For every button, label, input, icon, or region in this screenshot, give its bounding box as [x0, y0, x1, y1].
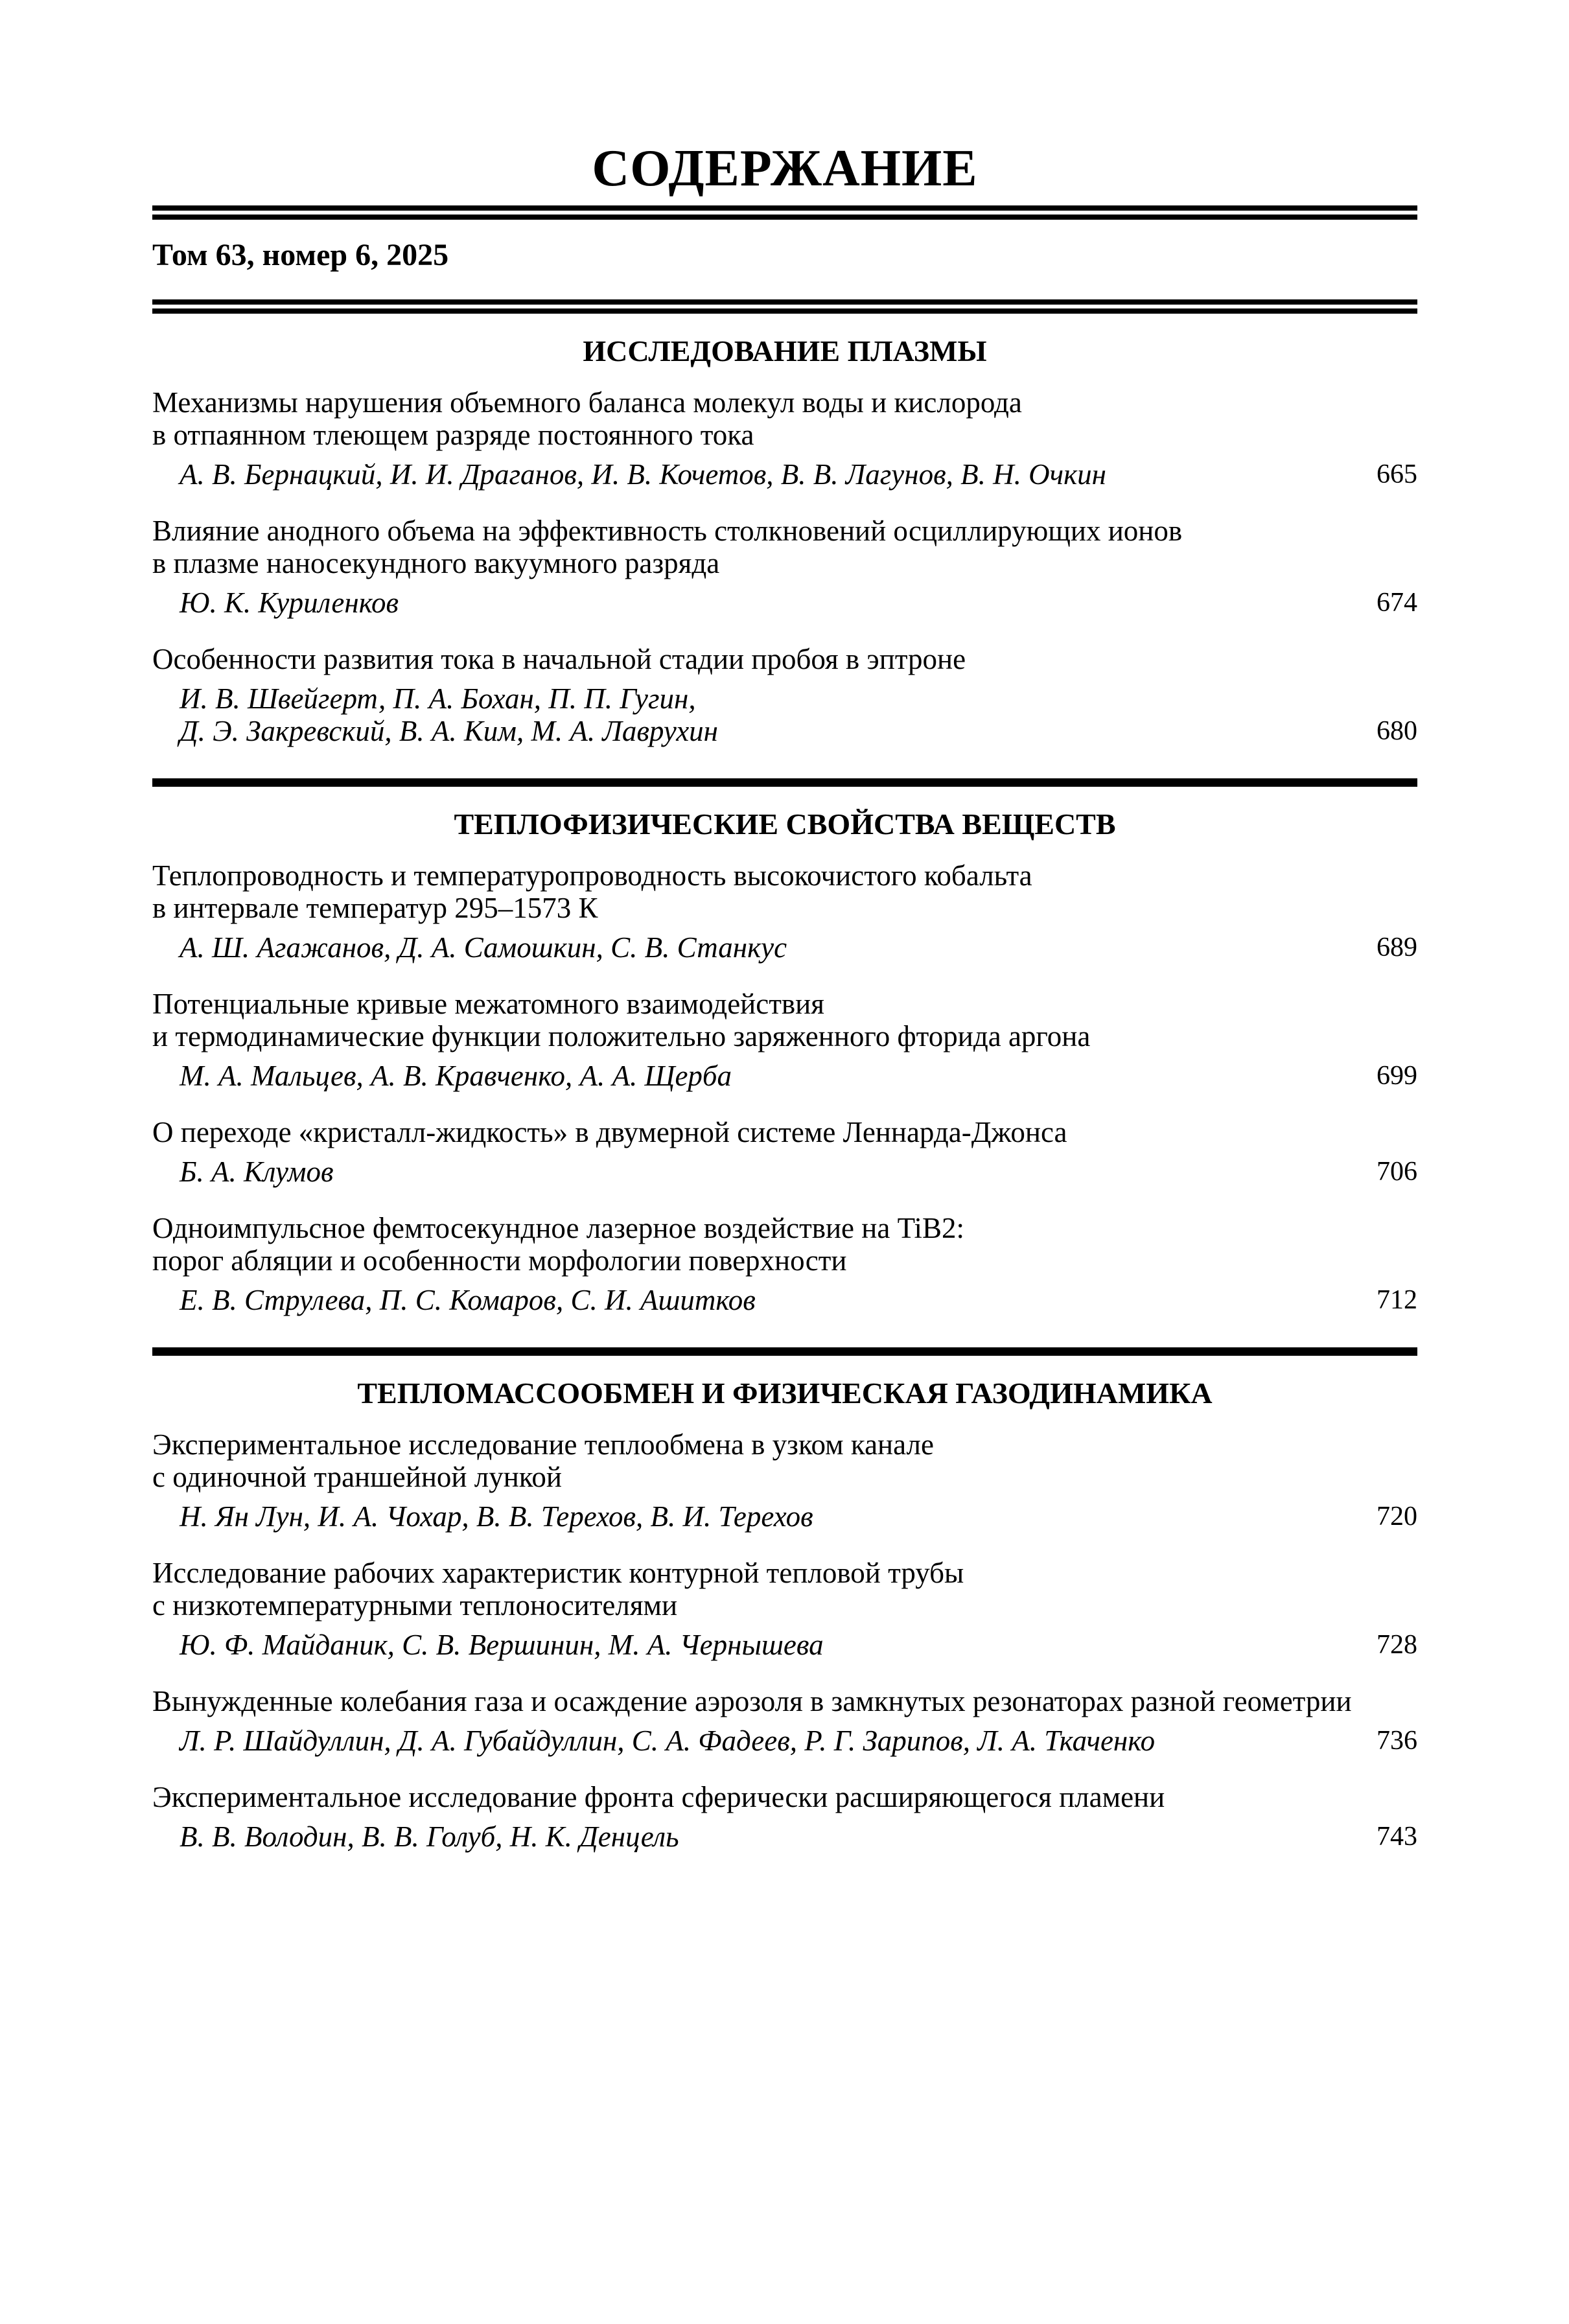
article-authors-line: Д. Э. Закревский, В. А. Ким, М. А. Лаврухин	[180, 715, 719, 747]
article-page-number: 674	[1377, 588, 1417, 618]
section-heading: ИССЛЕДОВАНИЕ ПЛАЗМЫ	[583, 334, 987, 367]
article-authors-line: Л. Р. Шайдуллин, Д. А. Губайдуллин, С. А. Фадеев, Р. Г. Зарипов, Л. А. Ткаченко	[180, 1725, 1156, 1757]
article-authors-line: Б. А. Клумов	[180, 1156, 334, 1188]
article-authors	[152, 458, 1106, 491]
article-page-number: 743	[1377, 1822, 1417, 1852]
article-authors-row	[152, 1156, 1417, 1188]
article-title	[152, 386, 1417, 451]
article-page-number: 706	[1377, 1157, 1417, 1187]
article-authors-line: Ю. К. Куриленков	[180, 587, 399, 619]
article-authors	[152, 1629, 824, 1661]
article-authors-line: Н. Ян Лун, И. А. Чохар, В. В. Терехов, В. И. Терехов	[180, 1500, 813, 1533]
toc-page	[0, 140, 1569, 2324]
toc-entry	[152, 859, 1417, 964]
article-authors-row	[152, 1629, 1417, 1661]
article-page-number: 689	[1377, 933, 1417, 962]
article-title	[152, 1428, 1417, 1493]
article-title-line: Одноимпульсное фемтосекундное лазерное воздействие на TiB2:	[152, 1212, 965, 1244]
article-title	[152, 1212, 1417, 1277]
toc-entry	[152, 643, 1417, 747]
toc-entry	[152, 1428, 1417, 1533]
article-authors-row	[152, 587, 1417, 619]
article-authors-line: И. В. Швейгерт, П. А. Бохан, П. П. Гугин,	[180, 682, 696, 715]
article-page-number: 736	[1377, 1726, 1417, 1756]
article-title-line: Вынужденные колебания газа и осаждение аэрозоля в замкнутых резонаторах разной геометрии	[152, 1685, 1352, 1717]
toc-entry	[152, 1685, 1417, 1757]
article-authors	[152, 931, 787, 964]
toc-entry	[152, 1116, 1417, 1188]
article-authors-row	[152, 931, 1417, 964]
article-authors-row	[152, 682, 1417, 747]
article-authors-line: Ю. Ф. Майданик, С. В. Вершинин, М. А. Чернышева	[180, 1629, 824, 1661]
article-title-line: с низкотемпературными теплоносителями	[152, 1589, 678, 1621]
article-page-number: 728	[1377, 1630, 1417, 1660]
article-authors	[152, 1156, 334, 1188]
toc-entry	[152, 1781, 1417, 1853]
article-title	[152, 643, 1417, 675]
article-authors-row	[152, 1060, 1417, 1092]
article-authors-row	[152, 1725, 1417, 1757]
article-title-line: Потенциальные кривые межатомного взаимодействия	[152, 988, 824, 1020]
article-title	[152, 988, 1417, 1052]
article-authors	[152, 682, 718, 747]
article-title-line: Механизмы нарушения объемного баланса молекул воды и кислорода	[152, 386, 1022, 419]
article-title-line: и термодинамические функции положительно заряженного фторида аргона	[152, 1020, 1091, 1052]
article-title-line: в интервале температур 295–1573 К	[152, 892, 598, 924]
article-authors-row	[152, 1284, 1417, 1316]
toc-entry	[152, 1557, 1417, 1661]
article-title-line: Особенности развития тока в начальной стадии пробоя в эптроне	[152, 643, 966, 675]
article-title-line: с одиночной траншейной лункой	[152, 1461, 562, 1493]
article-title	[152, 1557, 1417, 1621]
article-authors-line: А. В. Бернацкий, И. И. Драганов, И. В. Кочетов, В. В. Лагунов, В. Н. Очкин	[180, 458, 1106, 491]
article-authors	[152, 1725, 1155, 1757]
volume-issue-line: Том 63, номер 6, 2025	[152, 238, 449, 272]
sections	[152, 334, 1417, 1853]
article-title-line: Теплопроводность и температуропроводность высокочистого кобальта	[152, 859, 1032, 892]
article-title	[152, 1781, 1417, 1813]
article-page-number: 720	[1377, 1502, 1417, 1531]
article-title-line: Экспериментальное исследование теплообмена в узком канале	[152, 1428, 934, 1461]
section-heading: ТЕПЛОФИЗИЧЕСКИЕ СВОЙСТВА ВЕЩЕСТВ	[454, 808, 1116, 841]
article-title-line: Влияние анодного объема на эффективность столкновений осциллирующих ионов	[152, 515, 1183, 547]
double-rule-below-volume	[152, 299, 1417, 314]
double-rule-top	[152, 205, 1417, 220]
article-title	[152, 515, 1417, 579]
article-title-line: порог абляции и особенности морфологии поверхности	[152, 1244, 847, 1277]
article-authors-row	[152, 1500, 1417, 1533]
page-title: СОДЕРЖАНИЕ	[592, 140, 978, 197]
article-page-number: 665	[1377, 459, 1417, 489]
section-divider-rule	[152, 1347, 1417, 1356]
article-title	[152, 1116, 1417, 1148]
article-authors	[152, 1284, 756, 1316]
article-title-line: Исследование рабочих характеристик контурной тепловой трубы	[152, 1557, 964, 1589]
article-title-line: О переходе «кристалл-жидкость» в двумерной системе Леннарда-Джонса	[152, 1116, 1067, 1148]
toc-entry	[152, 386, 1417, 491]
article-authors	[152, 587, 399, 619]
article-authors-line: А. Ш. Агажанов, Д. А. Самошкин, С. В. Станкус	[180, 931, 787, 964]
article-authors-row	[152, 1820, 1417, 1853]
article-authors	[152, 1820, 679, 1853]
article-page-number: 712	[1377, 1285, 1417, 1315]
article-authors-line: В. В. Володин, В. В. Голуб, Н. К. Денцель	[180, 1820, 679, 1853]
toc-entry	[152, 988, 1417, 1092]
article-authors-line: Е. В. Струлева, П. С. Комаров, С. И. Ашитков	[180, 1284, 756, 1316]
article-page-number: 680	[1377, 716, 1417, 746]
article-title-line: в отпаянном тлеющем разряде постоянного тока	[152, 419, 754, 451]
article-title-line: Экспериментальное исследование фронта сферически расширяющегося пламени	[152, 1781, 1165, 1813]
article-title	[152, 859, 1417, 924]
article-authors-line: М. А. Мальцев, А. В. Кравченко, А. А. Щерба	[180, 1060, 732, 1092]
toc-entry	[152, 515, 1417, 619]
toc-entry	[152, 1212, 1417, 1316]
article-title	[152, 1685, 1417, 1717]
article-title-line: в плазме наносекундного вакуумного разряда	[152, 547, 720, 579]
section-divider-rule	[152, 778, 1417, 787]
section-heading: ТЕПЛОМАССООБМЕН И ФИЗИЧЕСКАЯ ГАЗОДИНАМИКА	[357, 1377, 1213, 1410]
article-authors-row	[152, 458, 1417, 491]
article-page-number: 699	[1377, 1061, 1417, 1091]
article-authors	[152, 1500, 813, 1533]
article-authors	[152, 1060, 732, 1092]
